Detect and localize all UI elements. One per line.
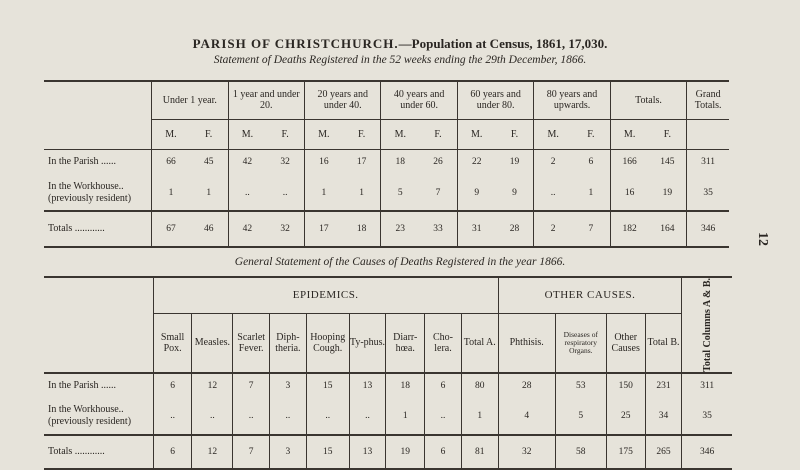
male-header: M. [381,119,419,149]
cause-column-header: Measles. [192,314,233,373]
table-cell: 45 [190,149,228,175]
table-cell: .. [266,175,304,211]
table-cell: 1 [461,399,498,435]
table-cell: 32 [266,211,304,247]
table-cell: 1 [386,399,425,435]
row-label: In the Workhouse.. (previously resident) [44,175,152,211]
table-cell: 1 [190,175,228,211]
male-header: M. [457,119,495,149]
row-label: In the Workhouse.. (previously resident) [44,399,153,435]
table-cell: 66 [152,149,190,175]
table-cell: .. [233,399,270,435]
causes-of-death-body [44,373,732,469]
table-cell: 3 [270,373,307,399]
table-cell: 18 [381,149,419,175]
table-cell: 265 [645,435,682,469]
male-header: M. [152,119,190,149]
table-cell: 19 [386,435,425,469]
table-cell: 164 [648,211,686,247]
table-cell: 6 [153,435,192,469]
table-row [44,373,732,399]
table-cell: 1 [572,175,610,211]
table-row [44,175,729,211]
table-cell: 1 [321,187,327,198]
table-cell: 6 [425,373,462,399]
female-header: F. [266,119,304,149]
table-cell: .. [153,399,192,435]
cause-column-header: Total B. [645,314,682,373]
table-row [44,399,732,435]
page-title [0,36,800,52]
causes-subtitle: General Statement of the Causes of Deaths Registered in the year 1866. [234,256,566,268]
table-cell: 311 [687,149,729,175]
table-cell: 26 [419,149,457,175]
table-cell: 35 [702,411,712,422]
cause-column-header: Total A. [461,314,498,373]
table-cell: 31 [457,211,495,247]
table-cell: 166 [610,149,648,175]
female-header: F. [648,119,686,149]
table-cell: 33 [419,211,457,247]
table-cell: 311 [682,373,732,399]
age-header: Totals. [610,81,686,119]
table-cell: 32 [266,149,304,175]
table-cell: 2 [534,211,572,247]
table-cell: 19 [648,175,686,211]
table-cell: 6 [425,435,462,469]
table-cell: 145 [648,149,686,175]
female-header: F. [190,119,228,149]
table-cell: 15 [306,373,349,399]
age-header: Under 1 year. [152,81,228,119]
table-cell: 18 [343,211,381,247]
age-header: 20 years and under 40. [305,81,381,119]
parish-title: PARISH OF CHRISTCHURCH. [192,36,399,51]
population-text: —Population at Census, 1861, 17,030. [398,36,608,51]
table-cell: 346 [687,211,729,247]
age-header: 60 years and under 80. [457,81,533,119]
male-header: M. [610,119,648,149]
male-header: M. [305,119,343,149]
table-cell: 5 [555,399,606,435]
table-cell: 67 [152,211,190,247]
female-header: F. [572,119,610,149]
male-header: M. [534,119,572,149]
table-cell: 7 [233,373,270,399]
table-cell: 22 [457,149,495,175]
table-cell: 23 [381,211,419,247]
table-cell: 5 [397,187,403,198]
table-cell: 80 [461,373,498,399]
table-cell: 19 [496,149,534,175]
table-cell: .. [425,399,462,435]
table-cell: 28 [498,373,555,399]
cause-column-header: Small Pox. [153,314,192,373]
table-cell: 12 [192,373,233,399]
female-header: F. [496,119,534,149]
table-cell: 346 [682,435,732,469]
table-cell: 53 [555,373,606,399]
total-columns-header: Total Columns A & B. [701,278,713,372]
epidemics-header: EPIDEMICS. [153,277,498,314]
table-cell: 7 [233,435,270,469]
table-cell: 42 [228,149,266,175]
age-header: 1 year and under 20. [228,81,304,119]
table-cell: 1 [343,175,381,211]
table-cell: 231 [645,373,682,399]
cause-column-header: Scarlet Fever. [233,314,270,373]
grand-totals-header: Grand Totals. [687,81,729,119]
cause-column-header: Diarr-hœa. [386,314,425,373]
table-cell: .. [192,399,233,435]
table-cell: 7 [419,175,457,211]
cause-column-header: Other Causes [606,314,645,373]
table-row [44,211,729,247]
table-cell: 182 [610,211,648,247]
other-causes-header: OTHER CAUSES. [498,277,682,314]
male-header: M. [228,119,266,149]
table-cell: 32 [498,435,555,469]
table-cell: .. [550,187,556,198]
grand-totals-blank [687,119,729,149]
cause-column-header: Phthisis. [498,314,555,373]
table-cell: 6 [572,149,610,175]
table-row [44,149,729,175]
table-cell: 150 [606,373,645,399]
table-cell: 16 [305,149,343,175]
deaths-by-age-body [44,149,729,247]
table-cell: 9 [496,175,534,211]
table-cell: 6 [153,373,192,399]
table-cell: 34 [645,399,682,435]
table-cell: .. [349,399,386,435]
table-cell: .. [245,187,250,198]
row-label: Totals ............ [44,435,153,469]
table-cell: 4 [498,399,555,435]
row-label: Totals ............ [44,211,152,247]
table-cell: 58 [555,435,606,469]
page-number: 12 [755,232,770,246]
table-cell: 1 [168,187,174,198]
table-cell: 42 [228,211,266,247]
table-cell: 12 [192,435,233,469]
table-cell: 175 [606,435,645,469]
table-cell: 28 [496,211,534,247]
table-cell: .. [270,399,307,435]
table-cell: 16 [624,187,635,198]
cause-column-header: Diph-theria. [270,314,307,373]
table-cell: 35 [703,187,713,198]
table-cell: 13 [349,373,386,399]
table-cell: 7 [572,211,610,247]
row-label: In the Parish ...... [44,149,152,175]
table-cell: 81 [461,435,498,469]
deaths-subtitle: Statement of Deaths Registered in the 52 weeks ending the 29th December, 1866. [213,54,587,66]
table-cell: 25 [606,399,645,435]
cause-column-header: Ty-phus. [349,314,386,373]
table-cell: 3 [270,435,307,469]
table-cell: 46 [190,211,228,247]
table-cell: 13 [349,435,386,469]
table-cell: 17 [305,211,343,247]
corner-cell [44,277,153,373]
cause-column-header: Diseases of respiratory Organs. [555,314,606,373]
age-header: 80 years and upwards. [534,81,610,119]
total-columns-header-cell [682,277,732,373]
table-cell: .. [306,399,349,435]
table-cell: 17 [343,149,381,175]
deaths-by-age-table [44,80,729,248]
cause-column-header: Cho-lera. [425,314,462,373]
table-cell: 15 [306,435,349,469]
corner-cell [44,81,152,149]
causes-of-death-table [44,276,732,470]
age-header: 40 years and under 60. [381,81,457,119]
female-header: F. [419,119,457,149]
female-header: F. [343,119,381,149]
table-cell: 18 [386,373,425,399]
row-label: In the Parish ...... [44,373,153,399]
table-row [44,435,732,469]
table-cell: 2 [534,149,572,175]
cause-column-header: Hooping Cough. [306,314,349,373]
table-cell: 9 [474,187,480,198]
